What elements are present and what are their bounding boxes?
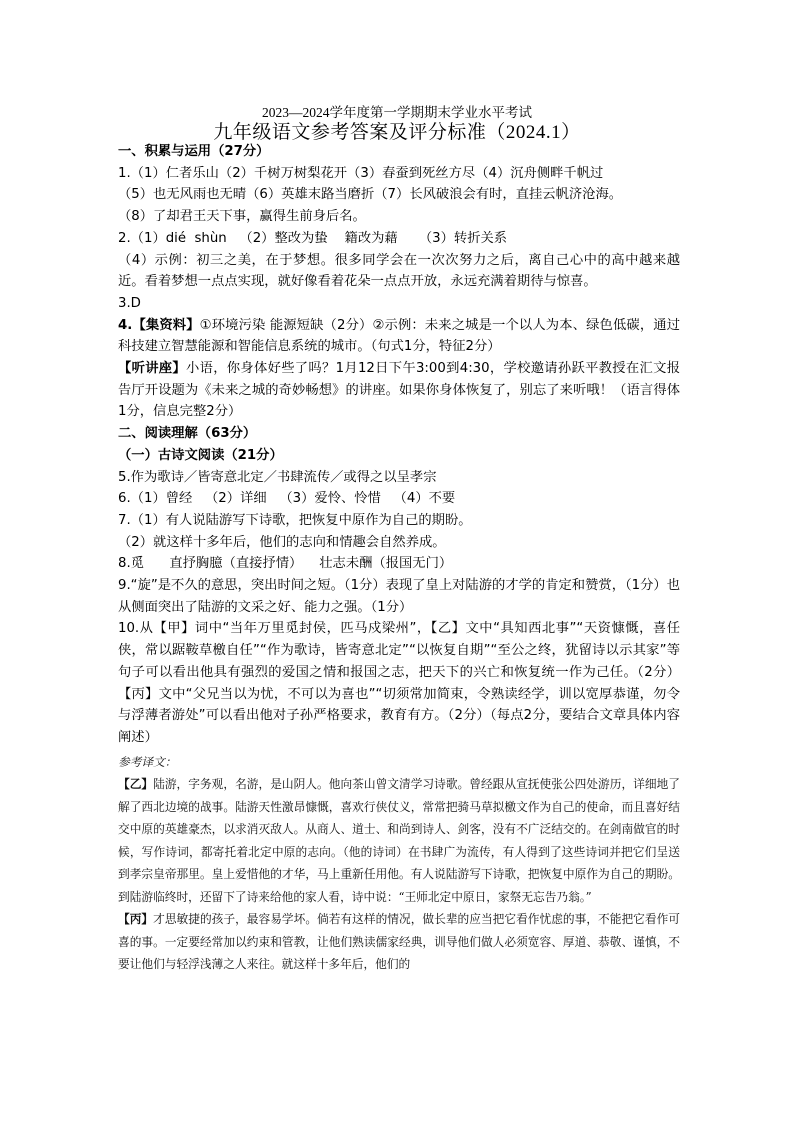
answer-9: 9.“旋”是不久的意思，突出时间之短。（1分）表现了皇上对陆游的才学的肯定和赞赏，（1分）也从侧面突出了陆游的文采之好、能力之强。（1分） [118, 578, 680, 615]
collect-materials-tag: 4.【集资料】 [118, 317, 200, 333]
answer-5: 5.作为歌诗／皆寄意北定／书肆流传／或得之以呈孝宗 [118, 469, 437, 485]
translation-yi-text: 陆游，字务观，名游，是山阴人。他向茶山曾文清学习诗歌。曾经跟从宣抚使张公四处游历，详细地了解了西北边境的战事。陆游天性激昂慷慨，喜欢行侠仗义，常常把骑马草拟檄文作为自己的使命，而且喜好结交中原的英雄豪杰，以求消灭敌人。从商人、道士、和尚到诗人、剑客，没有不广泛结交的。在剑南做官的时候，写作诗词，都寄托着北定中原的志向。（他的诗词）在书肆广为流传，有人得到了这些诗词并把它们呈送到孝宗皇帝那里。皇上爱惜他的才华，马上重新任用他。有人说陆游写下诗歌，把恢复中原作为自己的期盼。到陆游临终时，还留下了诗来给他的家人看，诗中说：“王师北定中原日，家祭无忘告乃翁。” [118, 777, 680, 904]
answer-key-title: 九年级语文参考答案及评分标准（2024.1） [213, 122, 581, 143]
answer-1-line3: （8）了却君王天下事，赢得生前身后名。 [118, 209, 366, 225]
answer-6: 6.（1）曾经 （2）详细 （3）爱怜、怜惜 （4）不要 [118, 491, 456, 507]
translation-bing-tag: 【丙】 [118, 912, 154, 927]
section-1-heading: 一、积累与运用（27分） [118, 144, 270, 159]
answer-4-collect [118, 315, 680, 358]
exam-title: 2023—2024学年度第一学期期末学业水平考试 [262, 105, 532, 120]
translation-bing-text: 才思敏捷的孩子，最容易学坏。倘若有这样的情况，做长辈的应当把它看作忧虑的事，不能把它看作可喜的事。一定要经常加以约束和管教，让他们熟读儒家经典，训导他们做人必须宽容、厚道、恭敬、谨慎，不要让他们与轻浮浅薄之人来往。就这样十多年后，他们的 [118, 912, 680, 972]
translation-heading: 参考译文： [118, 754, 177, 769]
answer-7-line1: 7.（1）有人说陆游写下诗歌，把恢复中原作为自己的期盼。 [118, 512, 472, 528]
lecture-tag: 【听讲座】 [118, 361, 186, 377]
lecture-text: 小语，你身体好些了吗？1月12日下午3:00到4:30，学校邀请孙跃平教授在汇文报告厅开设题为《未来之城的奇妙畅想》的讲座。如果你身体恢复了，别忘了来听哦！（语言得体1分，信息完整2分） [118, 361, 680, 420]
translation-yi-tag: 【乙】 [118, 777, 154, 792]
answer-body [118, 141, 680, 976]
reference-translation [118, 751, 680, 976]
translation-yi [118, 773, 680, 908]
translation-bing [118, 908, 680, 976]
answer-1-line2: （5）也无风雨也无晴（6）英雄末路当磨折（7）长风破浪会有时，直挂云帆济沧海。 [118, 187, 623, 203]
answer-10: 10.从【甲】词中“当年万里觅封侯，匹马戍梁州”，【乙】文中“具知西北事”“天资慷慨，喜任侠，常以踞鞍草檄自任”“作为歌诗，皆寄意北定”“以恢复自期”“至公之终，犹留诗以示其家”等句子可以看出他具有强烈的爱国之情和报国之志，把天下的兴亡和恢复统一作为己任。（2分）【丙】文中“父兄当以为忧，不可以为喜也”“切须常加简束，令熟读经学，训以宽厚恭谨，勿令与浮薄者游处”可以看出他对子孙严格要求，教育有方。（2分）（每点2分，要结合文章具体内容阐述） [118, 621, 680, 745]
answer-1-line1: 1.（1）仁者乐山（2）千树万树梨花开（3）春蚕到死丝方尽（4）沉舟侧畔千帆过 [118, 165, 604, 181]
answer-2-line1: 2.（1）dié shùn （2）整改为蛰 籍改为藉 （3）转折关系 [118, 230, 508, 246]
answer-7-line2: （2）就这样十多年后，他们的志向和情趣会自然养成。 [118, 534, 446, 550]
section-2-heading: 二、阅读理解（63分） [118, 426, 257, 442]
answer-2-line2: （4）示例：初三之美，在于梦想。很多同学会在一次次努力之后，离自己心中的高中越来越近。看着梦想一点点实现，就好像看着花朵一点点开放，永远充满着期待与惊喜。 [118, 252, 680, 290]
section-2-subheading: （一）古诗文阅读（21分） [118, 447, 283, 463]
answer-4-lecture [118, 358, 680, 423]
collect-materials-text: ①环境污染 能源短缺（2分）②示例：未来之城是一个以人为本、绿色低碳，通过科技建立智慧能源和智能信息系统的城市。（句式1分，特征2分） [118, 317, 680, 355]
answer-8: 8.觅 直抒胸臆（直接抒情） 壮志未酬（报国无门） [118, 556, 453, 572]
answer-3: 3.D [118, 295, 141, 311]
